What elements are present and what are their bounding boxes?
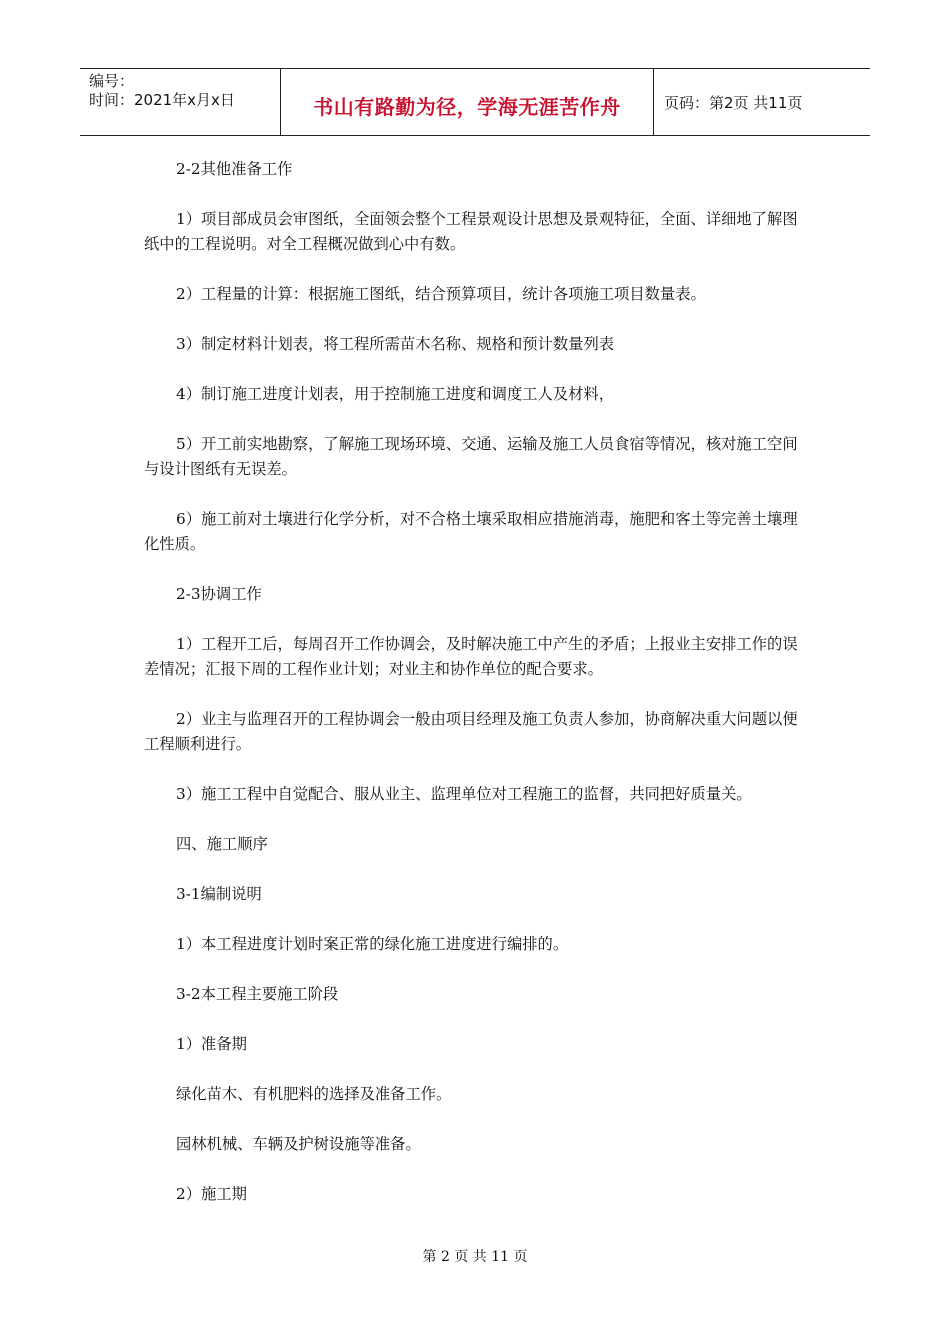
paragraph: 园林机械、车辆及护树设施等准备。 <box>176 1135 421 1153</box>
document-body <box>144 157 808 1232</box>
header-page-cell <box>654 69 870 135</box>
paragraph: 2）工程量的计算：根据施工图纸，结合预算项目，统计各项施工项目数量表。 <box>176 285 706 303</box>
motto-text: 书山有路勤为径，学海无涯苦作舟 <box>313 94 621 119</box>
paragraph: 1）准备期 <box>176 1035 247 1053</box>
section-heading: 3-2本工程主要施工阶段 <box>176 985 339 1003</box>
section-heading: 2-2其他准备工作 <box>176 160 293 178</box>
document-time-label: 时间：2021年x月x日 <box>89 91 235 109</box>
paragraph: 6）施工前对土壤进行化学分析，对不合格土壤采取相应措施消毒，施肥和客土等完善土壤理化性质。 <box>144 510 798 553</box>
section-heading: 四、施工顺序 <box>176 835 268 853</box>
paragraph: 2）施工期 <box>176 1185 247 1203</box>
section-heading: 2-3协调工作 <box>176 585 262 603</box>
document-number-label: 编号： <box>89 72 135 90</box>
paragraph: 1）项目部成员会审图纸，全面领会整个工程景观设计思想及景观特征，全面、详细地了解图纸中的工程说明。对全工程概况做到心中有数。 <box>144 210 798 253</box>
page-footer: 第 2 页 共 11 页 <box>422 1249 528 1265</box>
header-motto-cell <box>281 69 654 135</box>
header-meta <box>80 69 281 135</box>
header-page-info: 页码：第2页 共11页 <box>664 93 803 112</box>
paragraph: 1）本工程进度计划时案正常的绿化施工进度进行编排的。 <box>176 935 569 953</box>
paragraph: 2）业主与监理召开的工程协调会一般由项目经理及施工负责人参加，协商解决重大问题以便工程顺利进行。 <box>144 710 798 753</box>
paragraph: 绿化苗木、有机肥料的选择及准备工作。 <box>176 1085 452 1103</box>
document-header <box>80 68 870 136</box>
paragraph: 1）工程开工后，每周召开工作协调会，及时解决施工中产生的矛盾；上报业主安排工作的误差情况；汇报下周的工程作业计划；对业主和协作单位的配合要求。 <box>144 635 798 678</box>
paragraph: 5）开工前实地勘察，了解施工现场环境、交通、运输及施工人员食宿等情况，核对施工空间与设计图纸有无误差。 <box>144 435 798 478</box>
section-heading: 3-1编制说明 <box>176 885 262 903</box>
paragraph: 3）制定材料计划表，将工程所需苗木名称、规格和预计数量列表 <box>176 335 615 353</box>
paragraph: 3）施工工程中自觉配合、服从业主、监理单位对工程施工的监督，共同把好质量关。 <box>176 785 752 803</box>
paragraph: 4）制订施工进度计划表，用于控制施工进度和调度工人及材料， <box>176 385 615 403</box>
